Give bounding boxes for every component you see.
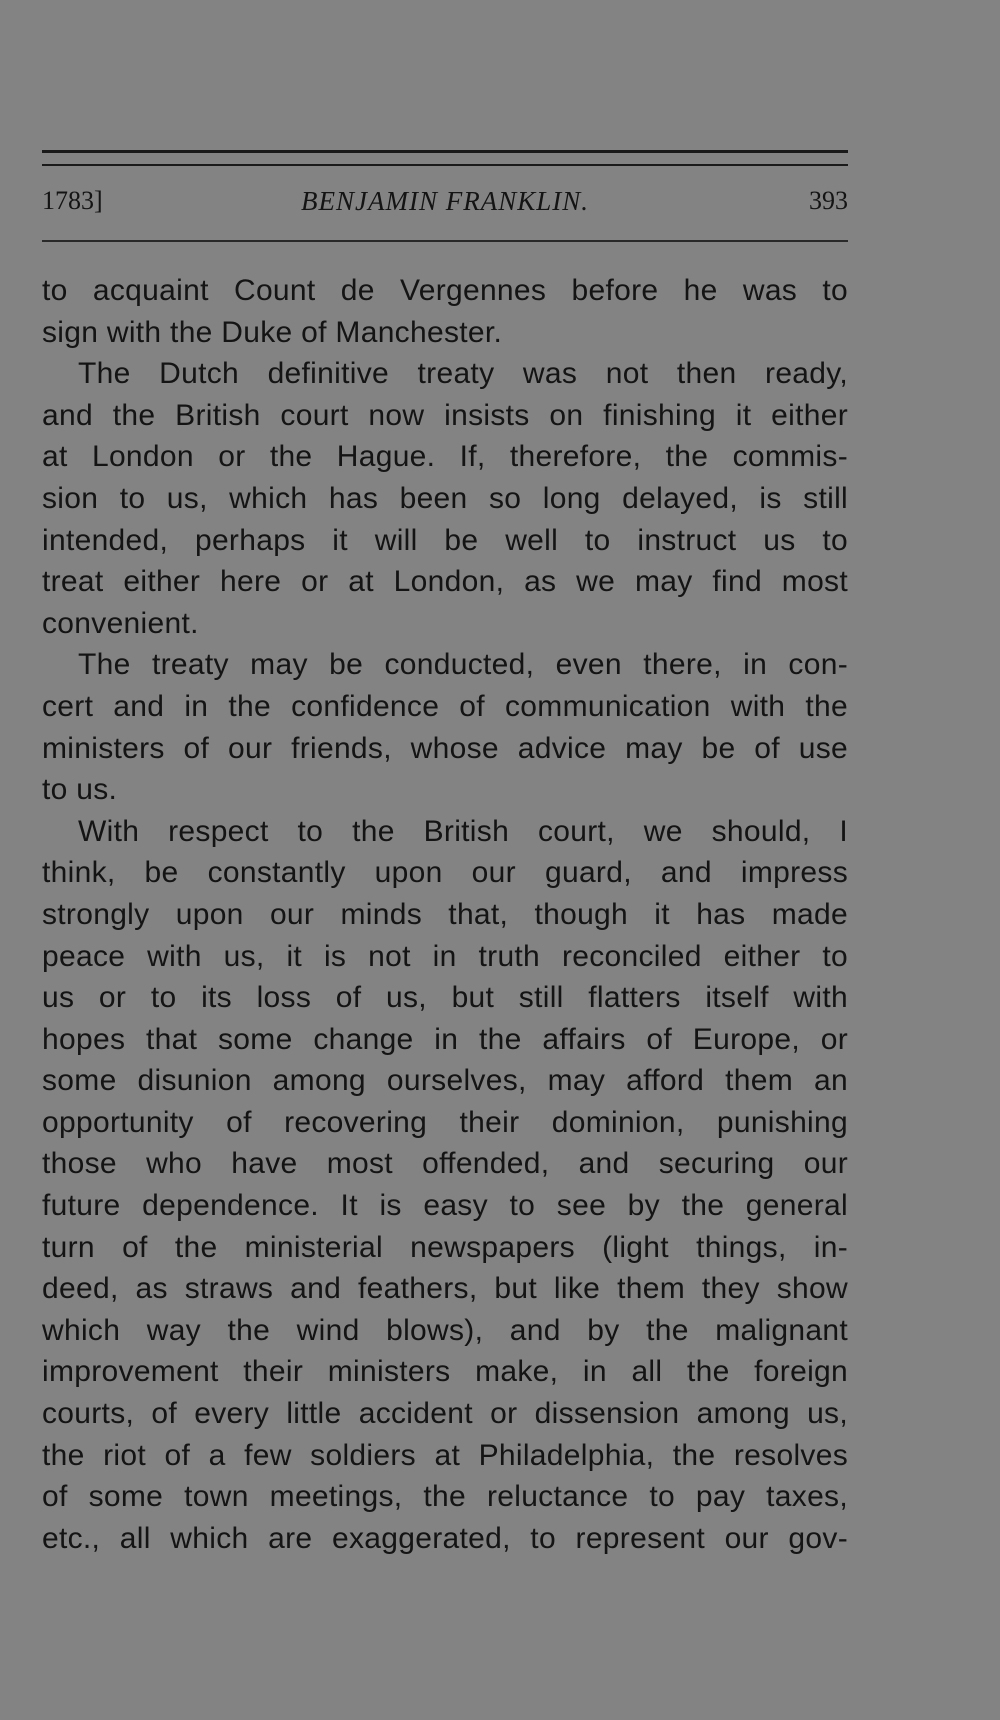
text-line: opportunity of recovering their dominion, punishing — [42, 1105, 848, 1139]
text-line: sign with the Duke of Manchester. — [42, 315, 503, 349]
text-line: peace with us, it is not in truth reconciled either to — [42, 939, 848, 973]
header-title: BENJAMIN FRANKLIN. — [301, 186, 589, 216]
header-year: 1783] — [42, 186, 103, 215]
text-line: to us. — [42, 773, 118, 807]
text-line: improvement their ministers make, in all the foreign — [42, 1355, 848, 1389]
text-line: With respect to the British court, we should, I — [78, 814, 848, 848]
top-rule-thin — [42, 164, 848, 166]
text-line: The treaty may be conducted, even there, in con- — [78, 648, 848, 682]
text-line: which way the wind blows), and by the malignant — [42, 1313, 848, 1347]
text-line: sion to us, which has been so long delayed, is still — [42, 481, 848, 515]
text-line: ministers of our friends, whose advice may be of use — [42, 731, 848, 765]
text-line: convenient. — [42, 606, 199, 640]
text-line: those who have most offended, and securing our — [42, 1147, 848, 1181]
text-line: cert and in the confidence of communication with the — [42, 689, 848, 723]
text-line: future dependence. It is easy to see by the general — [42, 1189, 848, 1223]
header-rule — [42, 240, 848, 242]
text-line: strongly upon our minds that, though it has made — [42, 897, 848, 931]
text-line: the riot of a few soldiers at Philadelphia, the resolves — [42, 1438, 848, 1472]
text-line: etc., all which are exaggerated, to represent our gov- — [42, 1521, 848, 1555]
text-line: intended, perhaps it will be well to instruct us to — [42, 523, 848, 557]
text-line: us or to its loss of us, but still flatters itself with — [42, 981, 848, 1015]
text-line: and the British court now insists on finishing it either — [42, 398, 848, 432]
text-line: hopes that some change in the affairs of Europe, or — [42, 1022, 848, 1056]
top-rule — [42, 150, 848, 153]
text-line: at London or the Hague. If, therefore, the commis- — [42, 440, 848, 474]
text-line: some disunion among ourselves, may afford them an — [42, 1064, 848, 1098]
running-head — [42, 186, 848, 226]
page-number: 393 — [809, 186, 848, 215]
book-page — [42, 0, 848, 1720]
text-line: The Dutch definitive treaty was not then ready, — [78, 357, 848, 391]
text-line: think, be constantly upon our guard, and impress — [42, 856, 848, 890]
body-text — [42, 270, 848, 1559]
text-line: deed, as straws and feathers, but like them they show — [42, 1272, 848, 1306]
text-line: turn of the ministerial newspapers (light things, in- — [42, 1230, 848, 1264]
text-line: treat either here or at London, as we may find most — [42, 565, 848, 599]
text-line: of some town meetings, the reluctance to pay taxes, — [42, 1480, 848, 1514]
text-line: to acquaint Count de Vergennes before he was to — [42, 274, 848, 307]
text-line: courts, of every little accident or dissension among us, — [42, 1397, 848, 1431]
